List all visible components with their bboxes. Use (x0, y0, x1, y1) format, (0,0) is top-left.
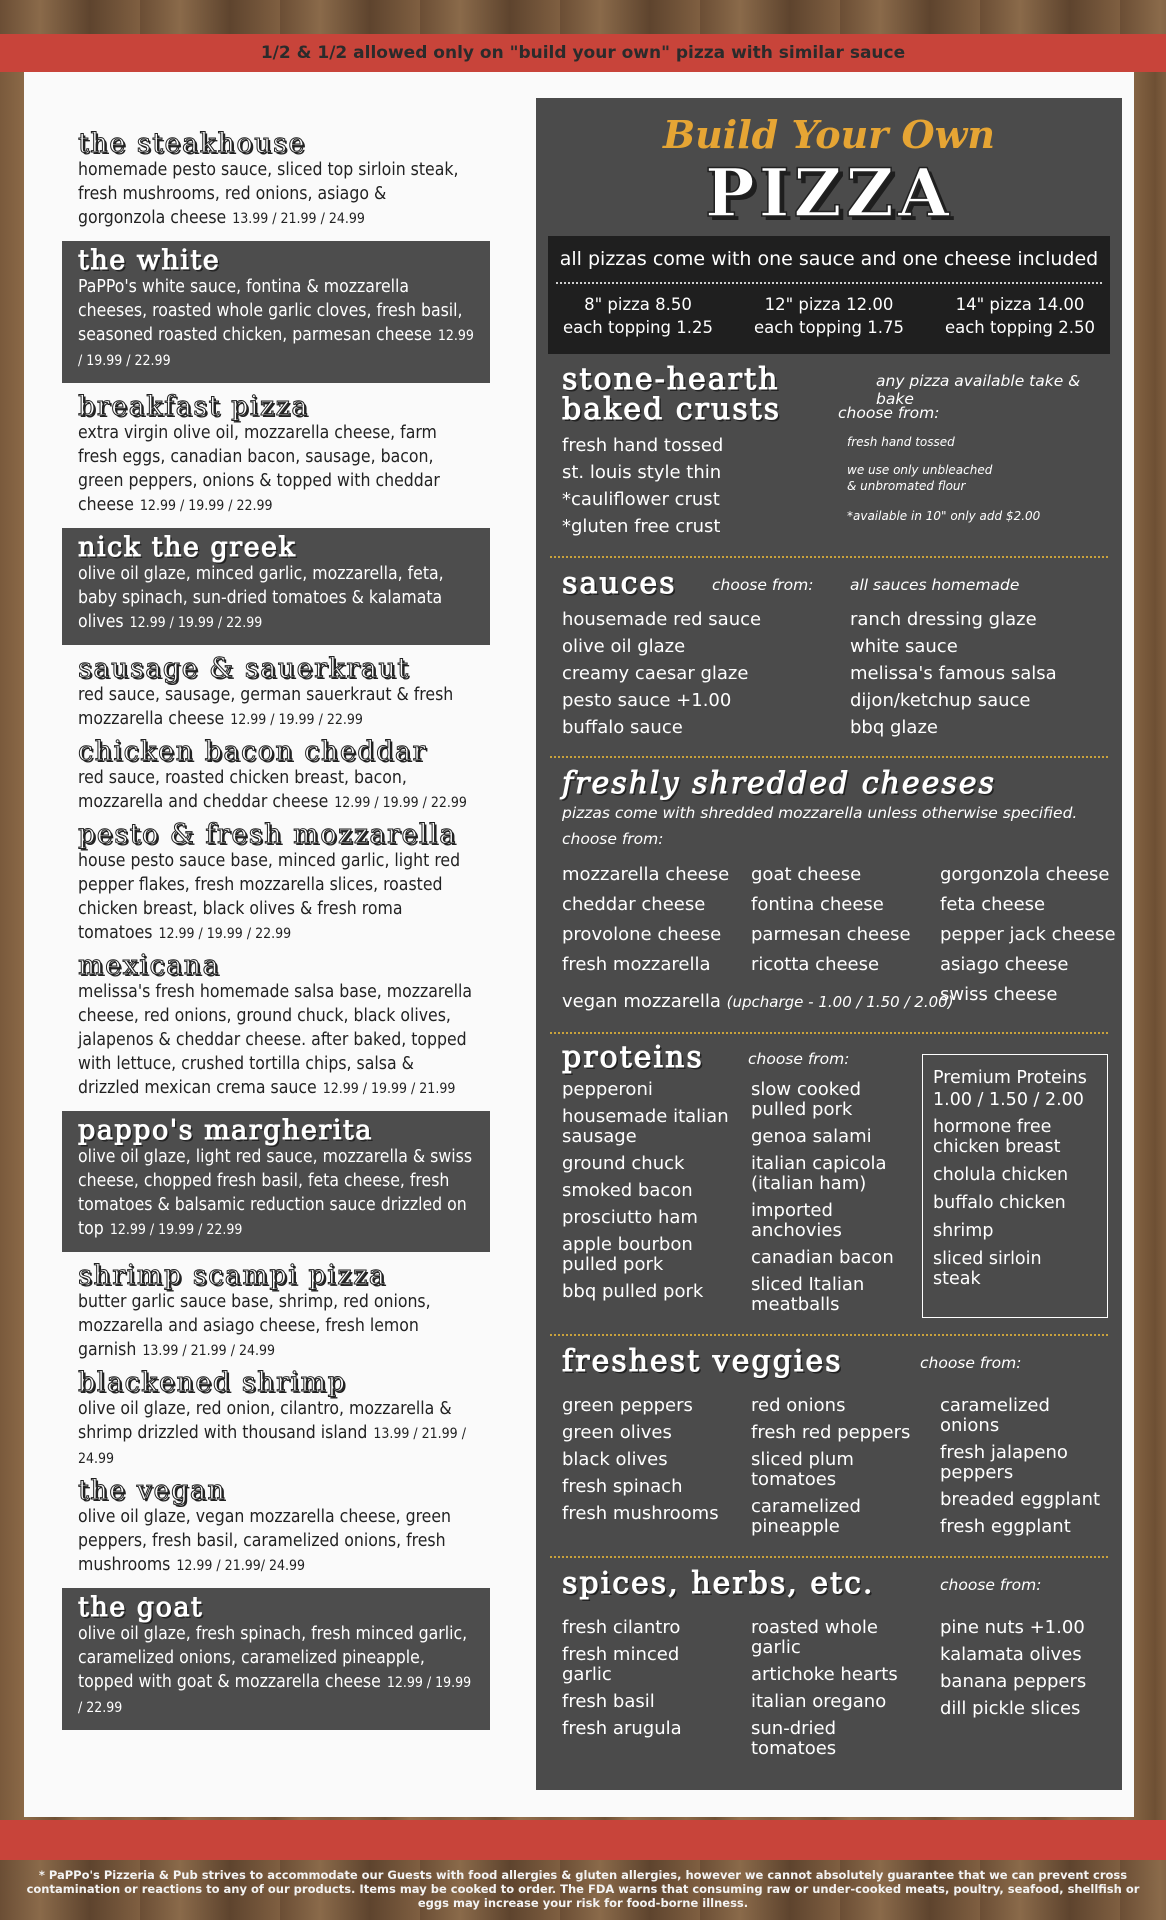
list-item: genoa salami (751, 1126, 872, 1147)
list-item: smoked bacon (562, 1180, 693, 1201)
list-item: pepper jack cheese (940, 924, 1116, 945)
specialty-description: PaPPo's white sauce, fontina & mozzarella cheeses, roasted whole garlic cloves, fresh basil, seasoned roasted chicken, parmesan cheese 12.99 / 19.99 / 22.99 (78, 277, 474, 369)
veggie-list-2 (751, 1396, 921, 1544)
premium-proteins-box (922, 1054, 1108, 1318)
divider (550, 556, 1108, 558)
specialty-item (62, 1262, 490, 1363)
list-item: *cauliflower crust (562, 489, 720, 510)
veggies-title: freshest veggies (562, 1344, 843, 1379)
list-item: dijon/ketchup sauce (850, 690, 1031, 711)
specialty-item (62, 1369, 490, 1471)
list-item: hormone free chicken breast (933, 1117, 1061, 1157)
list-item: dill pickle slices (940, 1698, 1081, 1719)
crust-note-2: we use only unbleached (847, 463, 993, 477)
premium-list (933, 1117, 1097, 1289)
spice-list-2 (751, 1618, 901, 1766)
list-item: prosciutto ham (562, 1207, 698, 1228)
specialty-name: the vegan (78, 1475, 227, 1506)
take-and-bake-note: any pizza available take & bake (876, 372, 1081, 408)
cheese-list-3 (940, 860, 1116, 1010)
specialty-name: the goat (78, 1592, 204, 1623)
list-item: swiss cheese (940, 984, 1058, 1005)
veggies-choose: choose from: (920, 1354, 1022, 1372)
specialty-price: 13.99 / 21.99 / 24.99 (232, 211, 365, 227)
specialty-price: 12.99 / 19.99 / 22.99 (129, 615, 263, 631)
specialty-description: olive oil glaze, minced garlic, mozzarella, feta, baby spinach, sun-dried tomatoes & kalamata olives 12.99 / 19.99 / 22.99 (78, 564, 444, 632)
build-your-own-panel (536, 98, 1122, 1790)
list-item: artichoke hearts (751, 1664, 898, 1685)
specialty-item (62, 1588, 490, 1730)
list-item: breaded eggplant (940, 1489, 1101, 1510)
list-item: provolone cheese (562, 924, 722, 945)
specialty-item (62, 1477, 490, 1578)
wood-background-top (0, 0, 1166, 34)
sauce-list-1 (562, 606, 761, 741)
list-item: kalamata olives (940, 1644, 1082, 1665)
divider (550, 756, 1108, 758)
list-item: sliced plum tomatoes (751, 1449, 854, 1490)
spice-list-3 (940, 1618, 1115, 1726)
specialty-description: red sauce, roasted chicken breast, bacon, mozzarella and cheddar cheese 12.99 / 19.99 / 22.99 (78, 768, 467, 812)
cheeses-title: freshly shredded cheeses (562, 766, 996, 801)
list-item: ricotta cheese (751, 954, 880, 975)
specialty-description: melissa's fresh homemade salsa base, mozzarella cheese, red onions, ground chuck, black olives, jalapenos & cheddar cheese. after baked, topped with lettuce, crushed tortilla chips, salsa & drizzled mexican crema sauce 12.99 / 19.99 / 21.99 (78, 982, 473, 1098)
proteins-title: proteins (562, 1040, 704, 1075)
list-item: fresh spinach (562, 1476, 683, 1497)
top-banner (0, 34, 1166, 72)
proteins-choose: choose from: (748, 1050, 850, 1068)
list-item: red onions (751, 1395, 846, 1416)
list-item: fresh eggplant (940, 1516, 1071, 1537)
build-your-own-script: Build Your Own (663, 112, 995, 157)
cheeses-note: pizzas come with shredded mozzarella unless otherwise specified. (562, 804, 1078, 822)
specialty-price: 12.99 / 19.99 / 22.99 (230, 712, 363, 728)
specialty-name: sausage & sauerkraut (78, 653, 410, 684)
cheese-list-2 (751, 860, 911, 980)
list-item: pine nuts +1.00 (940, 1617, 1085, 1638)
specialty-item (62, 821, 490, 946)
list-item: imported anchovies (751, 1200, 842, 1241)
list-item: apple bourbon pulled pork (562, 1234, 693, 1275)
list-item: goat cheese (751, 864, 862, 885)
list-item: fresh cilantro (562, 1617, 681, 1638)
list-item: banana peppers (940, 1671, 1087, 1692)
crusts-title-2: baked crusts (562, 392, 782, 427)
list-item: fontina cheese (751, 894, 884, 915)
divider (550, 1032, 1108, 1034)
pricing-box (548, 236, 1110, 354)
divider (550, 1334, 1108, 1336)
crust-note-4: *available in 10" only add $2.00 (847, 509, 1041, 523)
list-item: caramelized pineapple (751, 1496, 861, 1537)
list-item: slow cooked pulled pork (751, 1079, 862, 1120)
list-item: olive oil glaze (562, 636, 686, 657)
list-item: italian oregano (751, 1691, 887, 1712)
specialty-description: olive oil glaze, fresh spinach, fresh minced garlic, caramelized onions, caramelized pineapple, topped with goat & mozzarella cheese 12.99 / 19.99 / 22.99 (78, 1624, 472, 1716)
sauces-note: all sauces homemade (850, 576, 1020, 594)
specialty-price: 13.99 / 21.99 / 24.99 (142, 1343, 275, 1359)
list-item: feta cheese (940, 894, 1046, 915)
specialty-item (62, 528, 490, 645)
specialty-pizza-list (62, 130, 490, 1730)
specialty-name: pesto & fresh mozzarella (78, 819, 457, 850)
veggie-list-1 (562, 1396, 737, 1531)
vegan-mozzarella: vegan mozzarella (upcharge - 1.00 / 1.50 / 2.00) (562, 991, 954, 1012)
list-item: ground chuck (562, 1153, 685, 1174)
list-item: bbq glaze (850, 717, 938, 738)
list-item: sun-dried tomatoes (751, 1718, 837, 1759)
specialty-item (62, 130, 490, 231)
list-item: shrimp (933, 1221, 994, 1241)
specialty-description: olive oil glaze, light red sauce, mozzarella & swiss cheese, chopped fresh basil, feta cheese, fresh tomatoes & balsamic reduction sauce drizzled on top 12.99 / 19.99 / 22.99 (78, 1147, 473, 1239)
sauces-choose: choose from: (712, 576, 814, 594)
specialty-name: blackened shrimp (78, 1367, 347, 1398)
crusts-choose: choose from: (838, 404, 940, 422)
list-item: fresh hand tossed (562, 435, 724, 456)
protein-list-2 (751, 1080, 921, 1322)
size-12: 12" pizza 12.00 each topping 1.75 (753, 295, 905, 337)
specialty-price: 12.99 / 19.99 / 22.99 (78, 328, 474, 369)
sauce-list-2 (850, 606, 1057, 741)
spices-title: spices, herbs, etc. (562, 1566, 875, 1601)
list-item: creamy caesar glaze (562, 663, 749, 684)
list-item: housemade red sauce (562, 609, 762, 630)
specialty-item (62, 952, 490, 1101)
size-8: 8" pizza 8.50 each topping 1.25 (562, 295, 714, 337)
specialty-description: red sauce, sausage, german sauerkraut & fresh mozzarella cheese 12.99 / 19.99 / 22.99 (78, 685, 454, 729)
specialty-name: chicken bacon cheddar (78, 736, 427, 767)
included-note: all pizzas come with one sauce and one cheese included (559, 248, 1099, 270)
allergy-disclaimer: * PaPPo's Pizzeria & Pub strives to accommodate our Guests with food allergies & gluten allergies, however we cannot absolutely guarantee that we can prevent cross contamination or reactions to any of our products. Items may be cooked to order. The FDA warns that consuming raw or under-cooked meats, poultry, seafood, shellfish or eggs may increase your risk for food-borne illness. (0, 1860, 1166, 1920)
crust-note-3: & unbromated flour (847, 479, 966, 493)
divider (550, 1556, 1108, 1558)
list-item: ranch dressing glaze (850, 609, 1037, 630)
specialty-item (62, 655, 490, 732)
specialty-description: homemade pesto sauce, sliced top sirloin steak, fresh mushrooms, red onions, asiago & gorgonzola cheese 13.99 / 21.99 / 24.99 (78, 160, 459, 228)
specialty-item (62, 1111, 490, 1252)
crust-list (562, 432, 723, 540)
specialty-price: 12.99 / 19.99 / 21.99 (322, 1081, 456, 1097)
list-item: housemade italian sausage (562, 1106, 729, 1147)
specialty-description: olive oil glaze, vegan mozzarella cheese, green peppers, fresh basil, caramelized onions, fresh mushrooms 12.99 / 21.99/ 24.99 (78, 1507, 452, 1575)
specialty-price: 12.99 / 19.99 / 22.99 (334, 795, 467, 811)
specialty-description: extra virgin olive oil, mozzarella cheese, farm fresh eggs, canadian bacon, sausage, bacon, green peppers, onions & topped with cheddar cheese 12.99 / 19.99 / 22.99 (78, 423, 440, 515)
list-item: bbq pulled pork (562, 1281, 704, 1302)
list-item: fresh arugula (562, 1718, 682, 1739)
list-item: melissa's famous salsa (850, 663, 1057, 684)
list-item: fresh jalapeno peppers (940, 1442, 1068, 1483)
list-item: pepperoni (562, 1079, 653, 1100)
list-item: fresh minced garlic (562, 1644, 680, 1685)
list-item: *gluten free crust (562, 516, 721, 537)
list-item: st. louis style thin (562, 462, 722, 483)
list-item: mozzarella cheese (562, 864, 730, 885)
specialty-description: butter garlic sauce base, shrimp, red onions, mozzarella and asiago cheese, fresh lemon garnish 13.99 / 21.99 / 24.99 (78, 1292, 431, 1360)
specialty-price: 12.99 / 21.99/ 24.99 (176, 1558, 306, 1574)
list-item: fresh basil (562, 1691, 655, 1712)
list-item: buffalo sauce (562, 717, 683, 738)
list-item: green olives (562, 1422, 672, 1443)
specialty-name: nick the greek (78, 532, 297, 563)
specialty-item (62, 393, 490, 518)
specialty-price: 12.99 / 19.99 / 22.99 (139, 498, 273, 514)
list-item: sliced Italian meatballs (751, 1274, 865, 1315)
list-item: parmesan cheese (751, 924, 911, 945)
divider (556, 282, 1102, 284)
specialty-name: pappo's margherita (78, 1115, 373, 1146)
list-item: gorgonzola cheese (940, 864, 1110, 885)
specialty-item (62, 738, 490, 815)
list-item: cheddar cheese (562, 894, 706, 915)
crust-note-1: fresh hand tossed (847, 435, 955, 449)
spice-list-1 (562, 1618, 732, 1746)
pizza-title: PIZZA (704, 154, 954, 232)
list-item: italian capicola (italian ham) (751, 1153, 887, 1194)
list-item: white sauce (850, 636, 958, 657)
spices-choose: choose from: (940, 1576, 1042, 1594)
list-item: fresh red peppers (751, 1422, 911, 1443)
cheeses-choose: choose from: (562, 830, 664, 848)
banner-text: 1/2 & 1/2 allowed only on "build your own" pizza with similar sauce (260, 43, 906, 63)
list-item: canadian bacon (751, 1247, 894, 1268)
specialty-item (62, 241, 490, 383)
list-item: pesto sauce +1.00 (562, 690, 732, 711)
list-item: black olives (562, 1449, 668, 1470)
list-item: buffalo chicken (933, 1193, 1066, 1213)
list-item: fresh mushrooms (562, 1503, 719, 1524)
specialty-description: olive oil glaze, red onion, cilantro, mozzarella & shrimp drizzled with thousand island 13.99 / 21.99 / 24.99 (78, 1399, 466, 1467)
list-item: caramelized onions (940, 1395, 1050, 1436)
list-item: cholula chicken (933, 1165, 1069, 1185)
specialty-name: breakfast pizza (78, 391, 309, 422)
specialty-price: 13.99 / 21.99 / 24.99 (78, 1426, 466, 1467)
specialty-name: shrimp scampi pizza (78, 1260, 387, 1291)
cheese-list-1 (562, 860, 729, 980)
specialty-price: 12.99 / 19.99 / 22.99 (158, 926, 292, 942)
crusts-title-1: stone-hearth (562, 362, 780, 397)
specialty-name: the steakhouse (78, 128, 306, 159)
sauces-title: sauces (562, 566, 677, 601)
specialty-price: 12.99 / 19.99 / 22.99 (78, 1675, 472, 1716)
list-item: green peppers (562, 1395, 693, 1416)
list-item: sliced sirloin steak (933, 1249, 1042, 1289)
specialty-name: the white (78, 245, 221, 276)
specialty-name: mexicana (78, 950, 221, 981)
protein-list-1 (562, 1080, 732, 1309)
list-item: fresh mozzarella (562, 954, 711, 975)
list-item: roasted whole garlic (751, 1617, 878, 1658)
veggie-list-3 (940, 1396, 1110, 1544)
specialty-description: house pesto sauce base, minced garlic, light red pepper flakes, fresh mozzarella slices, roasted chicken breast, black olives & fresh roma tomatoes 12.99 / 19.99 / 22.99 (78, 851, 461, 943)
specialty-price: 12.99 / 19.99 / 22.99 (109, 1222, 243, 1238)
bottom-band (0, 1820, 1166, 1860)
list-item: asiago cheese (940, 954, 1069, 975)
size-14: 14" pizza 14.00 each topping 2.50 (944, 295, 1096, 337)
premium-title: Premium Proteins 1.00 / 1.50 / 2.00 (933, 1068, 1087, 1110)
